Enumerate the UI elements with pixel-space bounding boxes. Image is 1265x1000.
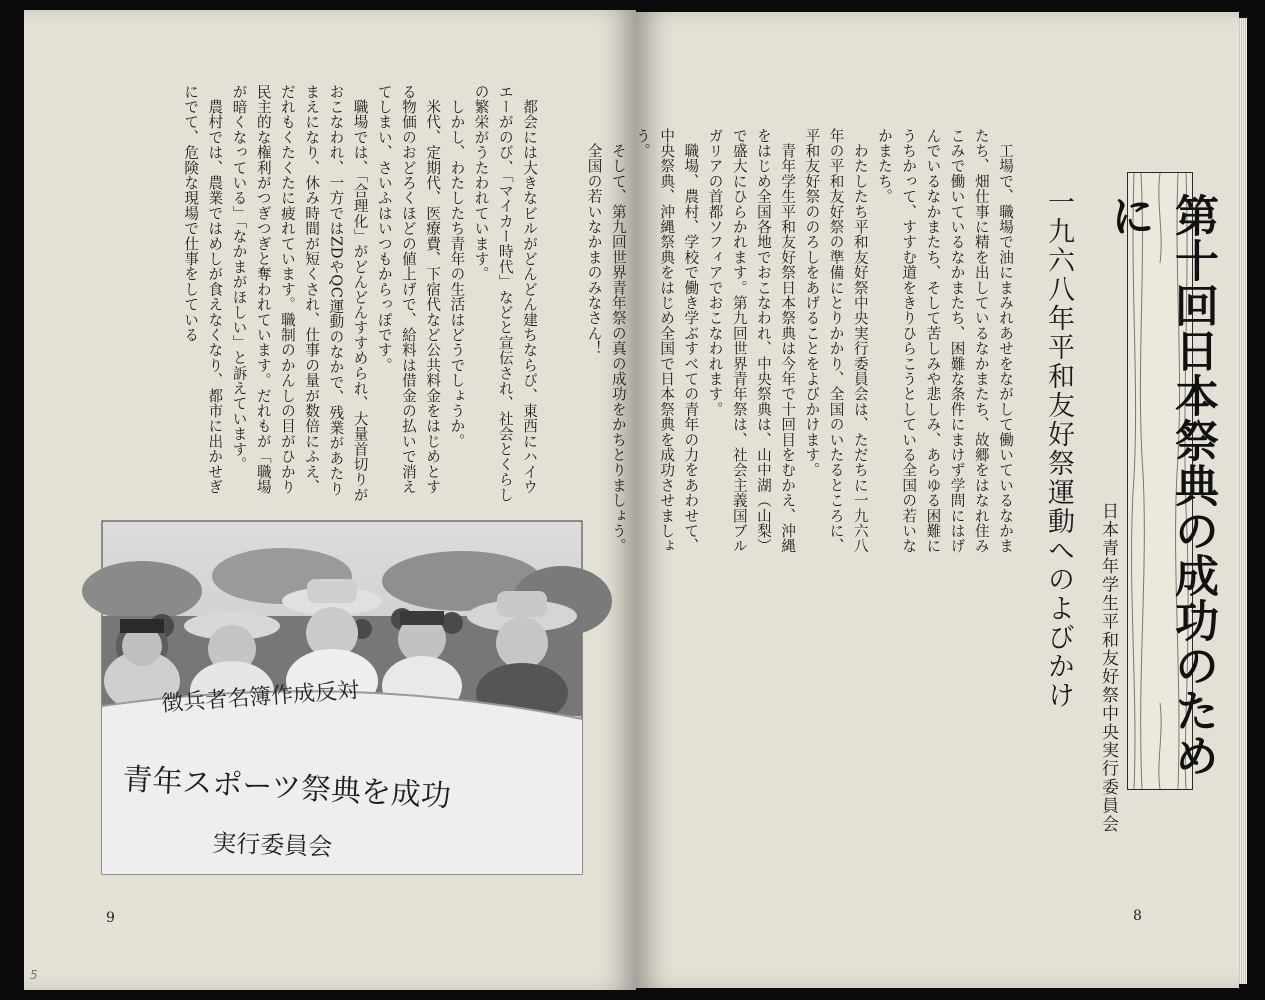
page-edge bbox=[1239, 18, 1247, 984]
sponsor-organization: 日本青年学生平和友好祭中央実行委員会 bbox=[1098, 502, 1118, 834]
main-title: 第十回日本祭典の成功のために bbox=[1103, 193, 1218, 778]
paragraph: 青年学生平和友好祭日本祭典は今年で十回目をむかえ、沖縄をはじめ全国各地でおこなわれ、中央祭典は、山中湖（山梨）で盛大にひらかれます。第九回世界青年祭は、社会主義国ブルガリアの首都ソフィアでおこなわれます。 bbox=[706, 128, 797, 554]
banner-text-top: 徴兵者名簿作成反対 bbox=[160, 678, 360, 717]
page-number-left: 9 bbox=[106, 910, 115, 926]
banner-text-bottom: 実行委員会 bbox=[211, 829, 333, 862]
paragraph: しかし、わたしたち青年の生活はどうでしょうか。 bbox=[448, 84, 466, 449]
paragraph: わたしたち平和友好祭中央実行委員会は、ただちに一九六八年の平和友好祭の準備にとりかかり、全国のいたるところに、平和友好祭ののろしをあげることをよびかけます。 bbox=[803, 128, 869, 554]
paragraph: そして、第九回世界青年祭の真の成功をかちとりましょう。 bbox=[609, 128, 627, 554]
paragraph: 全国の若いなかまのみなさん！ bbox=[585, 128, 603, 356]
paragraph: 職場では、「合理化」がどんどんすすめられ、大量首切りがおこなわれ、一方ではZDやQC運動のなかで、残業があたりまえになり、休み時間が短くされ、仕事の量が数倍にふえ、だれもくたくたに疲れています。職制のかんしの目がひかり民主的な権利がつぎつぎと奪われています。だれもが「職場が暗くなっている」「なかまがほしい」と訴えています。 bbox=[230, 84, 369, 503]
pencil-mark: 5 bbox=[30, 968, 38, 982]
left-page-text bbox=[178, 84, 541, 504]
right-page-text bbox=[581, 128, 1017, 558]
festival-crowd-photo bbox=[102, 521, 582, 874]
left-page bbox=[24, 10, 636, 990]
paragraph: 米代、定期代、医療費、下宿代など公共料金をはじめとする物価のおどろくほどの値上げで、給料は借金の払いで消えてしまい、さいふはいつもからっぽです。 bbox=[375, 84, 442, 495]
paragraph: 工場で、職場で油にまみれあせをながして働いているなかまたち、畑仕事に精を出しているなかまたち、故郷をはなれ住みこみで働いているなかまたち、困難な条件にまけず学問にはげんでいるなかまたち、そして苦しみや悲しみ、あらゆる困難にうちかって、すすむ道をきりひらこうとしている全国の若いなかまたち。 bbox=[875, 128, 1014, 554]
subtitle: 一九六八年平和友好祭運動へのよびかけ bbox=[1043, 188, 1074, 710]
banner-text-middle: 青年スポーツ祭典を成功 bbox=[121, 762, 452, 815]
page-number-right: 8 bbox=[1133, 908, 1142, 924]
right-page bbox=[585, 12, 1239, 988]
paragraph: 農村では、農業ではめしが食えなくなり、都市に出かせぎにでて、危険な現場で仕事をしている bbox=[182, 84, 224, 495]
paragraph: 都会には大きなビルがどんどん建ちならび、東西にハイウエーがのび、「マイカー時代」などと宣伝され、社会とくらしの繁栄がうたわれています。 bbox=[472, 84, 538, 503]
paragraph: 職場、農村、学校で働き学ぶすべての青年の力をあわせて、中央祭典、沖縄祭典をはじめ全国で日本祭典を成功させましょう。 bbox=[633, 128, 700, 554]
